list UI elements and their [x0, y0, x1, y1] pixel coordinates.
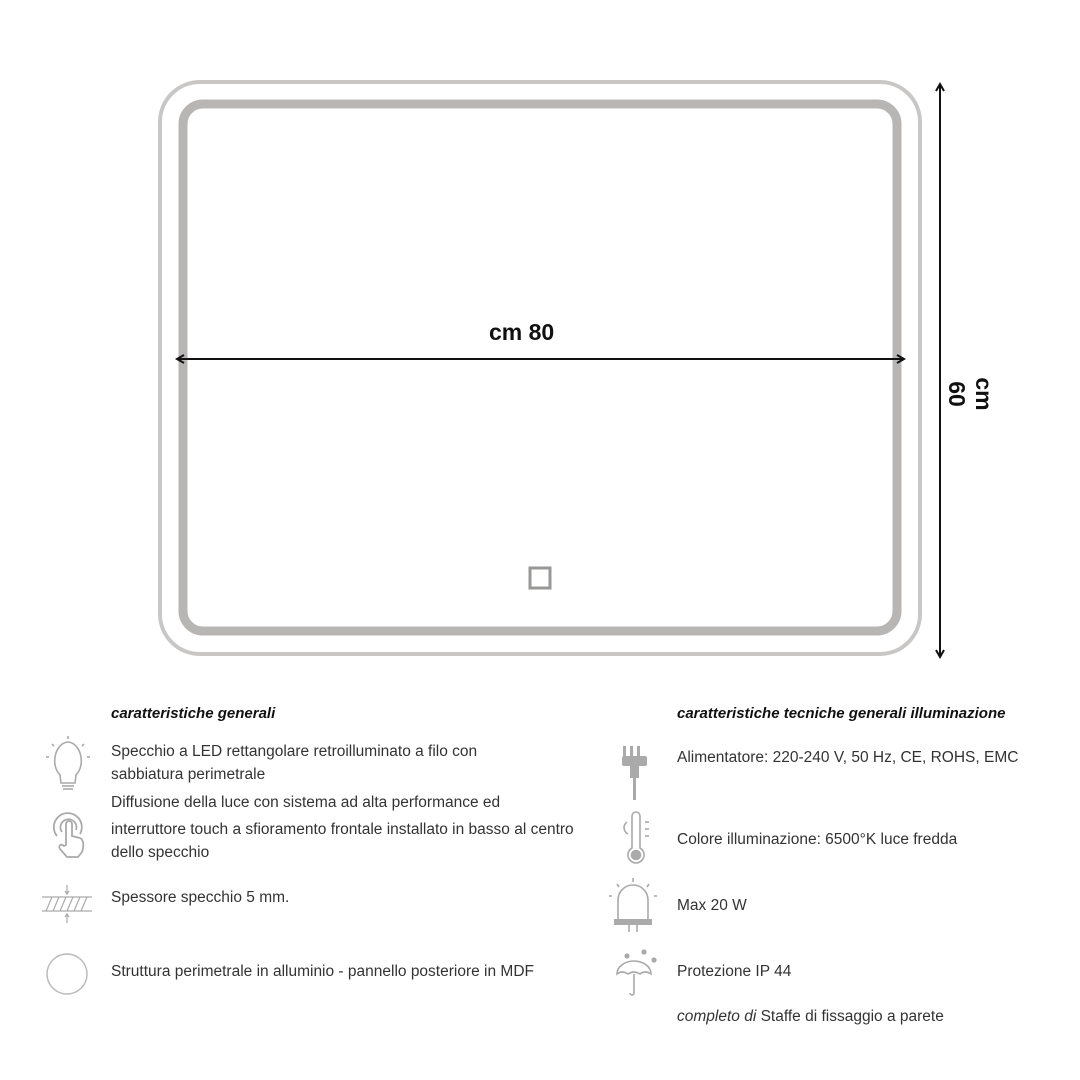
general-features-heading: caratteristiche generali [111, 705, 276, 722]
width-dimension-label: cm 80 [489, 319, 555, 345]
general-feature-2a: Diffusione della luce con sistema ad alta performance ed [111, 794, 501, 811]
included-label: completo di [677, 1008, 757, 1025]
lamp-icon [609, 878, 657, 932]
light-bulb-icon [46, 736, 90, 789]
included-text: Staffe di fissaggio a parete [756, 1008, 944, 1025]
circle-icon [47, 954, 87, 994]
touch-switch-icon [530, 568, 550, 588]
technical-feature-4: Protezione IP 44 [677, 963, 792, 980]
technical-feature-1: Alimentatore: 220-240 V, 50 Hz, CE, ROHS, EMC [677, 749, 1019, 766]
general-feature-3: Spessore specchio 5 mm. [111, 889, 290, 906]
general-feature-2b: interruttore touch a sfioramento frontale installato in basso al centro dello specchio [111, 821, 574, 861]
touch-icon [54, 813, 83, 857]
technical-features-heading: caratteristiche tecniche generali illuminazione [677, 705, 1006, 722]
technical-feature-2: Colore illuminazione: 6500°K luce fredda [677, 831, 958, 848]
height-dimension-label: cm 60 [944, 377, 997, 411]
mirror-led-strip [183, 104, 897, 631]
general-feature-4: Struttura perimetrale in alluminio - pannello posteriore in MDF [111, 963, 534, 980]
included-accessories [677, 1005, 944, 1028]
technical-feature-3: Max 20 W [677, 897, 747, 914]
general-feature-1: Specchio a LED rettangolare retroilluminato a filo con sabbiatura perimetrale [111, 743, 478, 783]
plug-icon [622, 746, 647, 800]
thermometer-icon [624, 812, 649, 863]
width-arrow [177, 355, 904, 363]
umbrella-rain-icon [617, 950, 656, 995]
thickness-icon [42, 885, 92, 923]
